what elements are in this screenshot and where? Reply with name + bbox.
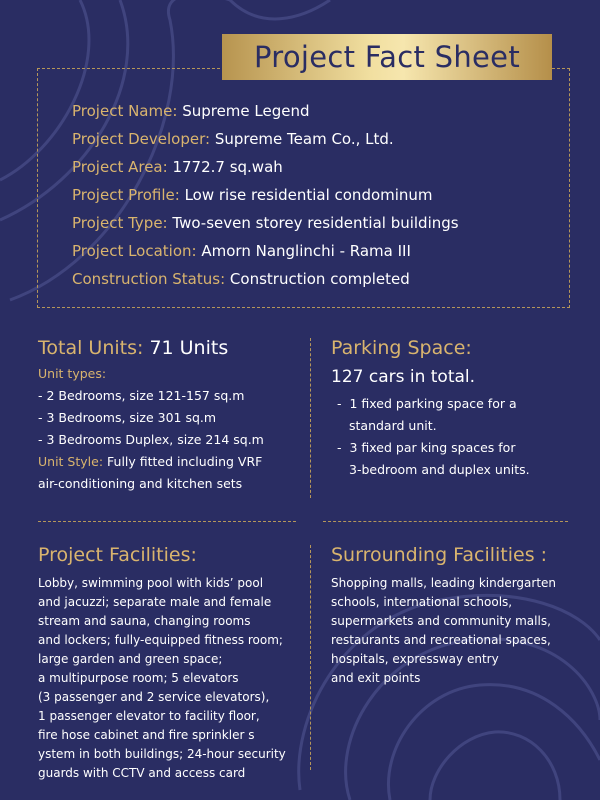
parking-title: Parking Space: [331, 337, 472, 359]
fact-value: Two-seven storey residential buildings [172, 214, 459, 232]
fact-list [72, 100, 459, 296]
surrounding-line: hospitals, expressway entry [331, 652, 499, 666]
facilities-line: fire hose cabinet and fire sprinkler s [38, 728, 255, 742]
surrounding-facilities-title: Surrounding Facilities : [331, 544, 548, 566]
parking-item-cont: 3-bedroom and duplex units. [349, 462, 530, 477]
fact-label: Project Location: [72, 242, 197, 260]
facilities-line: and jacuzzi; separate male and female [38, 595, 272, 609]
fact-row-status [72, 268, 459, 296]
horizontal-divider-left [38, 521, 296, 522]
fact-label: Project Profile: [72, 186, 180, 204]
facilities-line: stream and sauna, changing rooms [38, 614, 251, 628]
fact-label: Construction Status: [72, 270, 226, 288]
facilities-line: ystem in both buildings; 24-hour security [38, 747, 286, 761]
surrounding-line: Shopping malls, leading kindergarten [331, 576, 557, 590]
facilities-line: large garden and green space; [38, 652, 223, 666]
page-title: Project Fact Sheet [222, 34, 552, 80]
surrounding-line: schools, international schools, [331, 595, 513, 609]
project-facilities-section [38, 544, 286, 783]
unit-style-label: Unit Style: [38, 454, 104, 469]
vertical-divider-bottom [310, 545, 311, 770]
surrounding-facilities-section [331, 544, 556, 688]
fact-value: Amorn Nanglinchi - Rama III [201, 242, 411, 260]
fact-label: Project Area: [72, 158, 168, 176]
parking-item-text: 3 fixed par king spaces for [349, 440, 516, 455]
unit-type-item: - 3 Bedrooms, size 301 sq.m [38, 410, 217, 425]
vertical-divider-top [310, 338, 311, 498]
fact-label: Project Name: [72, 102, 178, 120]
unit-types-label: Unit types: [38, 366, 107, 381]
fact-row-type [72, 212, 459, 240]
bullet: - [337, 396, 342, 411]
surrounding-line: and exit points [331, 671, 421, 685]
total-units-title [38, 337, 264, 359]
facilities-line: Lobby, swimming pool with kids’ pool [38, 576, 264, 590]
unit-type-item: - 3 Bedrooms Duplex, size 214 sq.m [38, 432, 264, 447]
fact-row-area [72, 156, 459, 184]
fact-value: Low rise residential condominum [184, 186, 433, 204]
unit-style-value: Fully fitted including VRF [107, 454, 263, 469]
parking-total: 127 cars in total. [331, 367, 476, 387]
parking-section [331, 337, 530, 481]
parking-item [337, 393, 530, 415]
facilities-line: guards with CCTV and access card [38, 766, 246, 780]
surrounding-line: restaurants and recreational spaces, [331, 633, 551, 647]
total-units-value: 71 Units [149, 337, 229, 359]
fact-row-profile [72, 184, 459, 212]
fact-row-name [72, 100, 459, 128]
parking-item-cont: standard unit. [349, 418, 437, 433]
horizontal-divider-right [323, 521, 568, 522]
fact-value: Supreme Team Co., Ltd. [214, 130, 394, 148]
fact-value: 1772.7 sq.wah [172, 158, 283, 176]
facilities-line: a multipurpose room; 5 elevators [38, 671, 239, 685]
unit-type-item: - 2 Bedrooms, size 121-157 sq.m [38, 388, 245, 403]
parking-item-text: 1 fixed parking space for a [349, 396, 517, 411]
fact-value: Construction completed [229, 270, 410, 288]
fact-value: Supreme Legend [182, 102, 310, 120]
fact-label: Project Developer: [72, 130, 211, 148]
fact-row-developer [72, 128, 459, 156]
fact-label: Project Type: [72, 214, 168, 232]
unit-style-line [38, 451, 264, 473]
total-units-label: Total Units: [38, 337, 144, 359]
surrounding-line: supermarkets and community malls, [331, 614, 551, 628]
parking-item [337, 437, 530, 459]
facilities-line: 1 passenger elevator to facility floor, [38, 709, 260, 723]
facilities-line: and lockers; fully-equipped fitness room; [38, 633, 283, 647]
total-units-section [38, 337, 264, 495]
fact-row-location [72, 240, 459, 268]
project-facilities-title: Project Facilities: [38, 544, 197, 566]
bullet: - [337, 440, 342, 455]
facilities-line: (3 passenger and 2 service elevators), [38, 690, 270, 704]
unit-style-value-cont: air-conditioning and kitchen sets [38, 476, 243, 491]
